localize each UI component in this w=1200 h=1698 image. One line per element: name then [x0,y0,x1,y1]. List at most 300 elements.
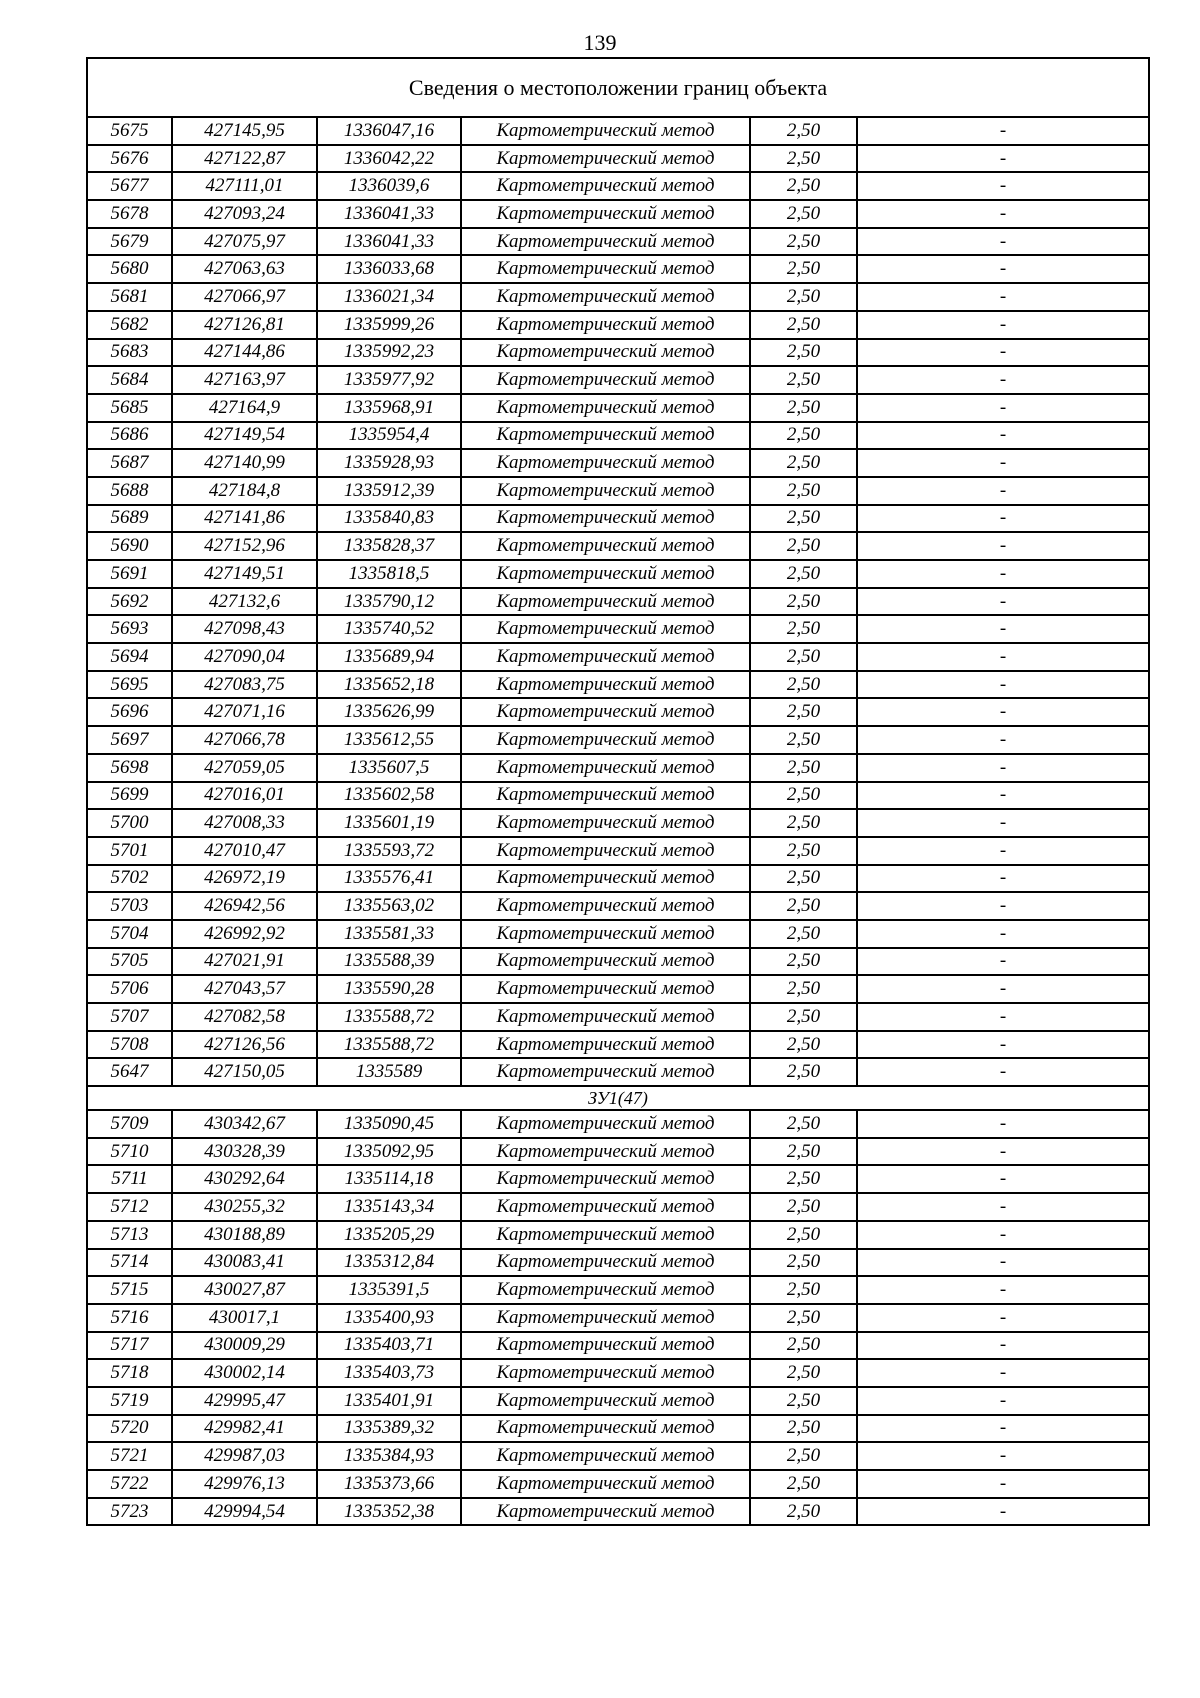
y-coordinate-cell: 1335954,4 [317,422,461,450]
y-coordinate-cell: 1335563,02 [317,892,461,920]
accuracy-cell: 2,50 [750,1304,857,1332]
point-number-cell: 5681 [87,283,172,311]
accuracy-cell: 2,50 [750,1387,857,1415]
table-row [87,809,1149,837]
y-coordinate-cell: 1335689,94 [317,643,461,671]
y-coordinate-cell: 1335740,52 [317,615,461,643]
x-coordinate-cell: 430292,64 [172,1165,317,1193]
table-row [87,1058,1149,1086]
method-cell: Картометрический метод [461,1498,750,1526]
point-number-cell: 5699 [87,782,172,810]
point-number-cell: 5715 [87,1276,172,1304]
description-cell: - [857,1498,1149,1526]
table-row [87,948,1149,976]
accuracy-cell: 2,50 [750,1031,857,1059]
table-row [87,366,1149,394]
description-cell: - [857,1387,1149,1415]
description-cell: - [857,1031,1149,1059]
point-number-cell: 5686 [87,422,172,450]
method-cell: Картометрический метод [461,283,750,311]
x-coordinate-cell: 429976,13 [172,1470,317,1498]
method-cell: Картометрический метод [461,560,750,588]
accuracy-cell: 2,50 [750,1058,857,1086]
method-cell: Картометрический метод [461,366,750,394]
table-body [87,58,1149,1525]
description-cell: - [857,698,1149,726]
method-cell: Картометрический метод [461,1249,750,1277]
x-coordinate-cell: 430342,67 [172,1110,317,1138]
x-coordinate-cell: 430328,39 [172,1138,317,1166]
point-number-cell: 5676 [87,145,172,173]
x-coordinate-cell: 427126,56 [172,1031,317,1059]
point-number-cell: 5678 [87,200,172,228]
y-coordinate-cell: 1335601,19 [317,809,461,837]
method-cell: Картометрический метод [461,1415,750,1443]
accuracy-cell: 2,50 [750,698,857,726]
y-coordinate-cell: 1335352,38 [317,1498,461,1526]
accuracy-cell: 2,50 [750,892,857,920]
y-coordinate-cell: 1335114,18 [317,1165,461,1193]
table-row [87,1110,1149,1138]
point-number-cell: 5712 [87,1193,172,1221]
table-title: Сведения о местоположении границ объекта [87,58,1149,117]
x-coordinate-cell: 427132,6 [172,588,317,616]
description-cell: - [857,643,1149,671]
point-number-cell: 5680 [87,255,172,283]
y-coordinate-cell: 1336021,34 [317,283,461,311]
point-number-cell: 5717 [87,1332,172,1360]
accuracy-cell: 2,50 [750,145,857,173]
accuracy-cell: 2,50 [750,311,857,339]
description-cell: - [857,975,1149,1003]
description-cell: - [857,477,1149,505]
x-coordinate-cell: 427082,58 [172,1003,317,1031]
y-coordinate-cell: 1335977,92 [317,366,461,394]
accuracy-cell: 2,50 [750,809,857,837]
table-row [87,1221,1149,1249]
method-cell: Картометрический метод [461,809,750,837]
y-coordinate-cell: 1335602,58 [317,782,461,810]
y-coordinate-cell: 1336047,16 [317,117,461,145]
table-row [87,1138,1149,1166]
x-coordinate-cell: 430083,41 [172,1249,317,1277]
y-coordinate-cell: 1335790,12 [317,588,461,616]
accuracy-cell: 2,50 [750,394,857,422]
y-coordinate-cell: 1335588,39 [317,948,461,976]
table-row [87,1193,1149,1221]
accuracy-cell: 2,50 [750,200,857,228]
method-cell: Картометрический метод [461,782,750,810]
method-cell: Картометрический метод [461,892,750,920]
x-coordinate-cell: 427126,81 [172,311,317,339]
description-cell: - [857,892,1149,920]
table-row [87,698,1149,726]
x-coordinate-cell: 430002,14 [172,1359,317,1387]
description-cell: - [857,255,1149,283]
point-number-cell: 5682 [87,311,172,339]
accuracy-cell: 2,50 [750,1470,857,1498]
table-row [87,1031,1149,1059]
table-row [87,1332,1149,1360]
description-cell: - [857,865,1149,893]
description-cell: - [857,366,1149,394]
method-cell: Картометрический метод [461,1470,750,1498]
point-number-cell: 5722 [87,1470,172,1498]
x-coordinate-cell: 427008,33 [172,809,317,837]
description-cell: - [857,200,1149,228]
table-row [87,892,1149,920]
page-number: 139 [583,30,617,55]
y-coordinate-cell: 1336039,6 [317,172,461,200]
point-number-cell: 5687 [87,449,172,477]
description-cell: - [857,1359,1149,1387]
accuracy-cell: 2,50 [750,477,857,505]
x-coordinate-cell: 426942,56 [172,892,317,920]
table-row [87,671,1149,699]
table-row [87,1003,1149,1031]
table-row [87,477,1149,505]
accuracy-cell: 2,50 [750,283,857,311]
point-number-cell: 5675 [87,117,172,145]
point-number-cell: 5684 [87,366,172,394]
table-row [87,1276,1149,1304]
description-cell: - [857,394,1149,422]
x-coordinate-cell: 429982,41 [172,1415,317,1443]
description-cell: - [857,1415,1149,1443]
method-cell: Картометрический метод [461,698,750,726]
point-number-cell: 5709 [87,1110,172,1138]
point-number-cell: 5690 [87,532,172,560]
description-cell: - [857,671,1149,699]
x-coordinate-cell: 427021,91 [172,948,317,976]
table-row [87,1249,1149,1277]
accuracy-cell: 2,50 [750,782,857,810]
table-row [87,311,1149,339]
y-coordinate-cell: 1336033,68 [317,255,461,283]
description-cell: - [857,1304,1149,1332]
y-coordinate-cell: 1335384,93 [317,1442,461,1470]
method-cell: Картометрический метод [461,920,750,948]
x-coordinate-cell: 427016,01 [172,782,317,810]
description-cell: - [857,1332,1149,1360]
point-number-cell: 5692 [87,588,172,616]
accuracy-cell: 2,50 [750,339,857,367]
table-row [87,643,1149,671]
accuracy-cell: 2,50 [750,1221,857,1249]
accuracy-cell: 2,50 [750,754,857,782]
description-cell: - [857,283,1149,311]
description-cell: - [857,145,1149,173]
table-row [87,172,1149,200]
section-label: ЗУ1(47) [87,1086,1149,1110]
point-number-cell: 5693 [87,615,172,643]
table-row [87,754,1149,782]
accuracy-cell: 2,50 [750,505,857,533]
table-row [87,117,1149,145]
method-cell: Картометрический метод [461,1276,750,1304]
point-number-cell: 5700 [87,809,172,837]
table-row [87,255,1149,283]
method-cell: Картометрический метод [461,837,750,865]
point-number-cell: 5647 [87,1058,172,1086]
method-cell: Картометрический метод [461,394,750,422]
table-row [87,975,1149,1003]
accuracy-cell: 2,50 [750,975,857,1003]
accuracy-cell: 2,50 [750,726,857,754]
table-row [87,532,1149,560]
accuracy-cell: 2,50 [750,1415,857,1443]
y-coordinate-cell: 1335401,91 [317,1387,461,1415]
description-cell: - [857,560,1149,588]
method-cell: Картометрический метод [461,726,750,754]
accuracy-cell: 2,50 [750,837,857,865]
y-coordinate-cell: 1335607,5 [317,754,461,782]
y-coordinate-cell: 1335403,73 [317,1359,461,1387]
table-row [87,1165,1149,1193]
accuracy-cell: 2,50 [750,1138,857,1166]
description-cell: - [857,1193,1149,1221]
table-row [87,394,1149,422]
point-number-cell: 5697 [87,726,172,754]
y-coordinate-cell: 1335828,37 [317,532,461,560]
x-coordinate-cell: 426992,92 [172,920,317,948]
accuracy-cell: 2,50 [750,228,857,256]
y-coordinate-cell: 1335626,99 [317,698,461,726]
accuracy-cell: 2,50 [750,1003,857,1031]
y-coordinate-cell: 1335389,32 [317,1415,461,1443]
description-cell: - [857,1138,1149,1166]
table-row [87,1470,1149,1498]
y-coordinate-cell: 1335612,55 [317,726,461,754]
description-cell: - [857,837,1149,865]
method-cell: Картометрический метод [461,1387,750,1415]
y-coordinate-cell: 1335391,5 [317,1276,461,1304]
description-cell: - [857,1276,1149,1304]
y-coordinate-cell: 1335652,18 [317,671,461,699]
point-number-cell: 5696 [87,698,172,726]
accuracy-cell: 2,50 [750,1193,857,1221]
accuracy-cell: 2,50 [750,615,857,643]
x-coordinate-cell: 427098,43 [172,615,317,643]
y-coordinate-cell: 1335928,93 [317,449,461,477]
description-cell: - [857,505,1149,533]
method-cell: Картометрический метод [461,643,750,671]
y-coordinate-cell: 1335968,91 [317,394,461,422]
table-title-row [87,58,1149,117]
description-cell: - [857,117,1149,145]
method-cell: Картометрический метод [461,1003,750,1031]
accuracy-cell: 2,50 [750,948,857,976]
y-coordinate-cell: 1335403,71 [317,1332,461,1360]
method-cell: Картометрический метод [461,1359,750,1387]
method-cell: Картометрический метод [461,311,750,339]
y-coordinate-cell: 1335205,29 [317,1221,461,1249]
table-row [87,1387,1149,1415]
y-coordinate-cell: 1335312,84 [317,1249,461,1277]
method-cell: Картометрический метод [461,671,750,699]
method-cell: Картометрический метод [461,532,750,560]
method-cell: Картометрический метод [461,228,750,256]
description-cell: - [857,422,1149,450]
description-cell: - [857,809,1149,837]
x-coordinate-cell: 427144,86 [172,339,317,367]
accuracy-cell: 2,50 [750,422,857,450]
x-coordinate-cell: 430017,1 [172,1304,317,1332]
method-cell: Картометрический метод [461,255,750,283]
point-number-cell: 5719 [87,1387,172,1415]
x-coordinate-cell: 427066,97 [172,283,317,311]
point-number-cell: 5714 [87,1249,172,1277]
x-coordinate-cell: 430255,32 [172,1193,317,1221]
point-number-cell: 5710 [87,1138,172,1166]
y-coordinate-cell: 1336041,33 [317,228,461,256]
y-coordinate-cell: 1335092,95 [317,1138,461,1166]
table-row [87,1359,1149,1387]
x-coordinate-cell: 426972,19 [172,865,317,893]
method-cell: Картометрический метод [461,200,750,228]
method-cell: Картометрический метод [461,117,750,145]
accuracy-cell: 2,50 [750,117,857,145]
description-cell: - [857,1058,1149,1086]
accuracy-cell: 2,50 [750,1165,857,1193]
table-row [87,1442,1149,1470]
table-row [87,505,1149,533]
method-cell: Картометрический метод [461,1031,750,1059]
x-coordinate-cell: 427150,05 [172,1058,317,1086]
description-cell: - [857,615,1149,643]
table-row [87,837,1149,865]
accuracy-cell: 2,50 [750,1498,857,1526]
description-cell: - [857,920,1149,948]
point-number-cell: 5695 [87,671,172,699]
method-cell: Картометрический метод [461,145,750,173]
description-cell: - [857,588,1149,616]
x-coordinate-cell: 427010,47 [172,837,317,865]
point-number-cell: 5702 [87,865,172,893]
description-cell: - [857,449,1149,477]
point-number-cell: 5685 [87,394,172,422]
accuracy-cell: 2,50 [750,560,857,588]
x-coordinate-cell: 430027,87 [172,1276,317,1304]
y-coordinate-cell: 1335912,39 [317,477,461,505]
accuracy-cell: 2,50 [750,920,857,948]
method-cell: Картометрический метод [461,1304,750,1332]
description-cell: - [857,1003,1149,1031]
description-cell: - [857,228,1149,256]
y-coordinate-cell: 1335581,33 [317,920,461,948]
method-cell: Картометрический метод [461,615,750,643]
method-cell: Картометрический метод [461,1138,750,1166]
description-cell: - [857,1470,1149,1498]
table-row [87,200,1149,228]
y-coordinate-cell: 1335090,45 [317,1110,461,1138]
x-coordinate-cell: 427093,24 [172,200,317,228]
accuracy-cell: 2,50 [750,1249,857,1277]
y-coordinate-cell: 1335588,72 [317,1031,461,1059]
y-coordinate-cell: 1335373,66 [317,1470,461,1498]
method-cell: Картометрический метод [461,449,750,477]
accuracy-cell: 2,50 [750,1442,857,1470]
y-coordinate-cell: 1335992,23 [317,339,461,367]
accuracy-cell: 2,50 [750,1332,857,1360]
accuracy-cell: 2,50 [750,172,857,200]
x-coordinate-cell: 430188,89 [172,1221,317,1249]
point-number-cell: 5708 [87,1031,172,1059]
x-coordinate-cell: 427043,57 [172,975,317,1003]
table-row [87,449,1149,477]
point-number-cell: 5707 [87,1003,172,1031]
method-cell: Картометрический метод [461,1110,750,1138]
x-coordinate-cell: 427141,86 [172,505,317,533]
point-number-cell: 5688 [87,477,172,505]
x-coordinate-cell: 429987,03 [172,1442,317,1470]
y-coordinate-cell: 1336042,22 [317,145,461,173]
accuracy-cell: 2,50 [750,643,857,671]
description-cell: - [857,782,1149,810]
description-cell: - [857,726,1149,754]
point-number-cell: 5706 [87,975,172,1003]
y-coordinate-cell: 1335818,5 [317,560,461,588]
table-row [87,588,1149,616]
point-number-cell: 5718 [87,1359,172,1387]
section-row [87,1086,1149,1110]
x-coordinate-cell: 427063,63 [172,255,317,283]
point-number-cell: 5689 [87,505,172,533]
method-cell: Картометрический метод [461,339,750,367]
point-number-cell: 5704 [87,920,172,948]
point-number-cell: 5713 [87,1221,172,1249]
x-coordinate-cell: 427071,16 [172,698,317,726]
table-row [87,339,1149,367]
x-coordinate-cell: 427090,04 [172,643,317,671]
x-coordinate-cell: 427140,99 [172,449,317,477]
accuracy-cell: 2,50 [750,1276,857,1304]
x-coordinate-cell: 427149,54 [172,422,317,450]
method-cell: Картометрический метод [461,172,750,200]
accuracy-cell: 2,50 [750,532,857,560]
accuracy-cell: 2,50 [750,671,857,699]
x-coordinate-cell: 427163,97 [172,366,317,394]
x-coordinate-cell: 427145,95 [172,117,317,145]
x-coordinate-cell: 429994,54 [172,1498,317,1526]
point-number-cell: 5711 [87,1165,172,1193]
method-cell: Картометрический метод [461,865,750,893]
accuracy-cell: 2,50 [750,1359,857,1387]
y-coordinate-cell: 1335589 [317,1058,461,1086]
description-cell: - [857,1442,1149,1470]
method-cell: Картометрический метод [461,422,750,450]
description-cell: - [857,1249,1149,1277]
method-cell: Картометрический метод [461,1221,750,1249]
x-coordinate-cell: 427075,97 [172,228,317,256]
accuracy-cell: 2,50 [750,449,857,477]
method-cell: Картометрический метод [461,505,750,533]
y-coordinate-cell: 1335400,93 [317,1304,461,1332]
point-number-cell: 5677 [87,172,172,200]
table-row [87,782,1149,810]
table-row [87,920,1149,948]
x-coordinate-cell: 427184,8 [172,477,317,505]
x-coordinate-cell: 427111,01 [172,172,317,200]
accuracy-cell: 2,50 [750,1110,857,1138]
x-coordinate-cell: 427122,87 [172,145,317,173]
table-row [87,1498,1149,1526]
x-coordinate-cell: 427066,78 [172,726,317,754]
method-cell: Картометрический метод [461,1165,750,1193]
point-number-cell: 5705 [87,948,172,976]
table-row [87,865,1149,893]
description-cell: - [857,339,1149,367]
